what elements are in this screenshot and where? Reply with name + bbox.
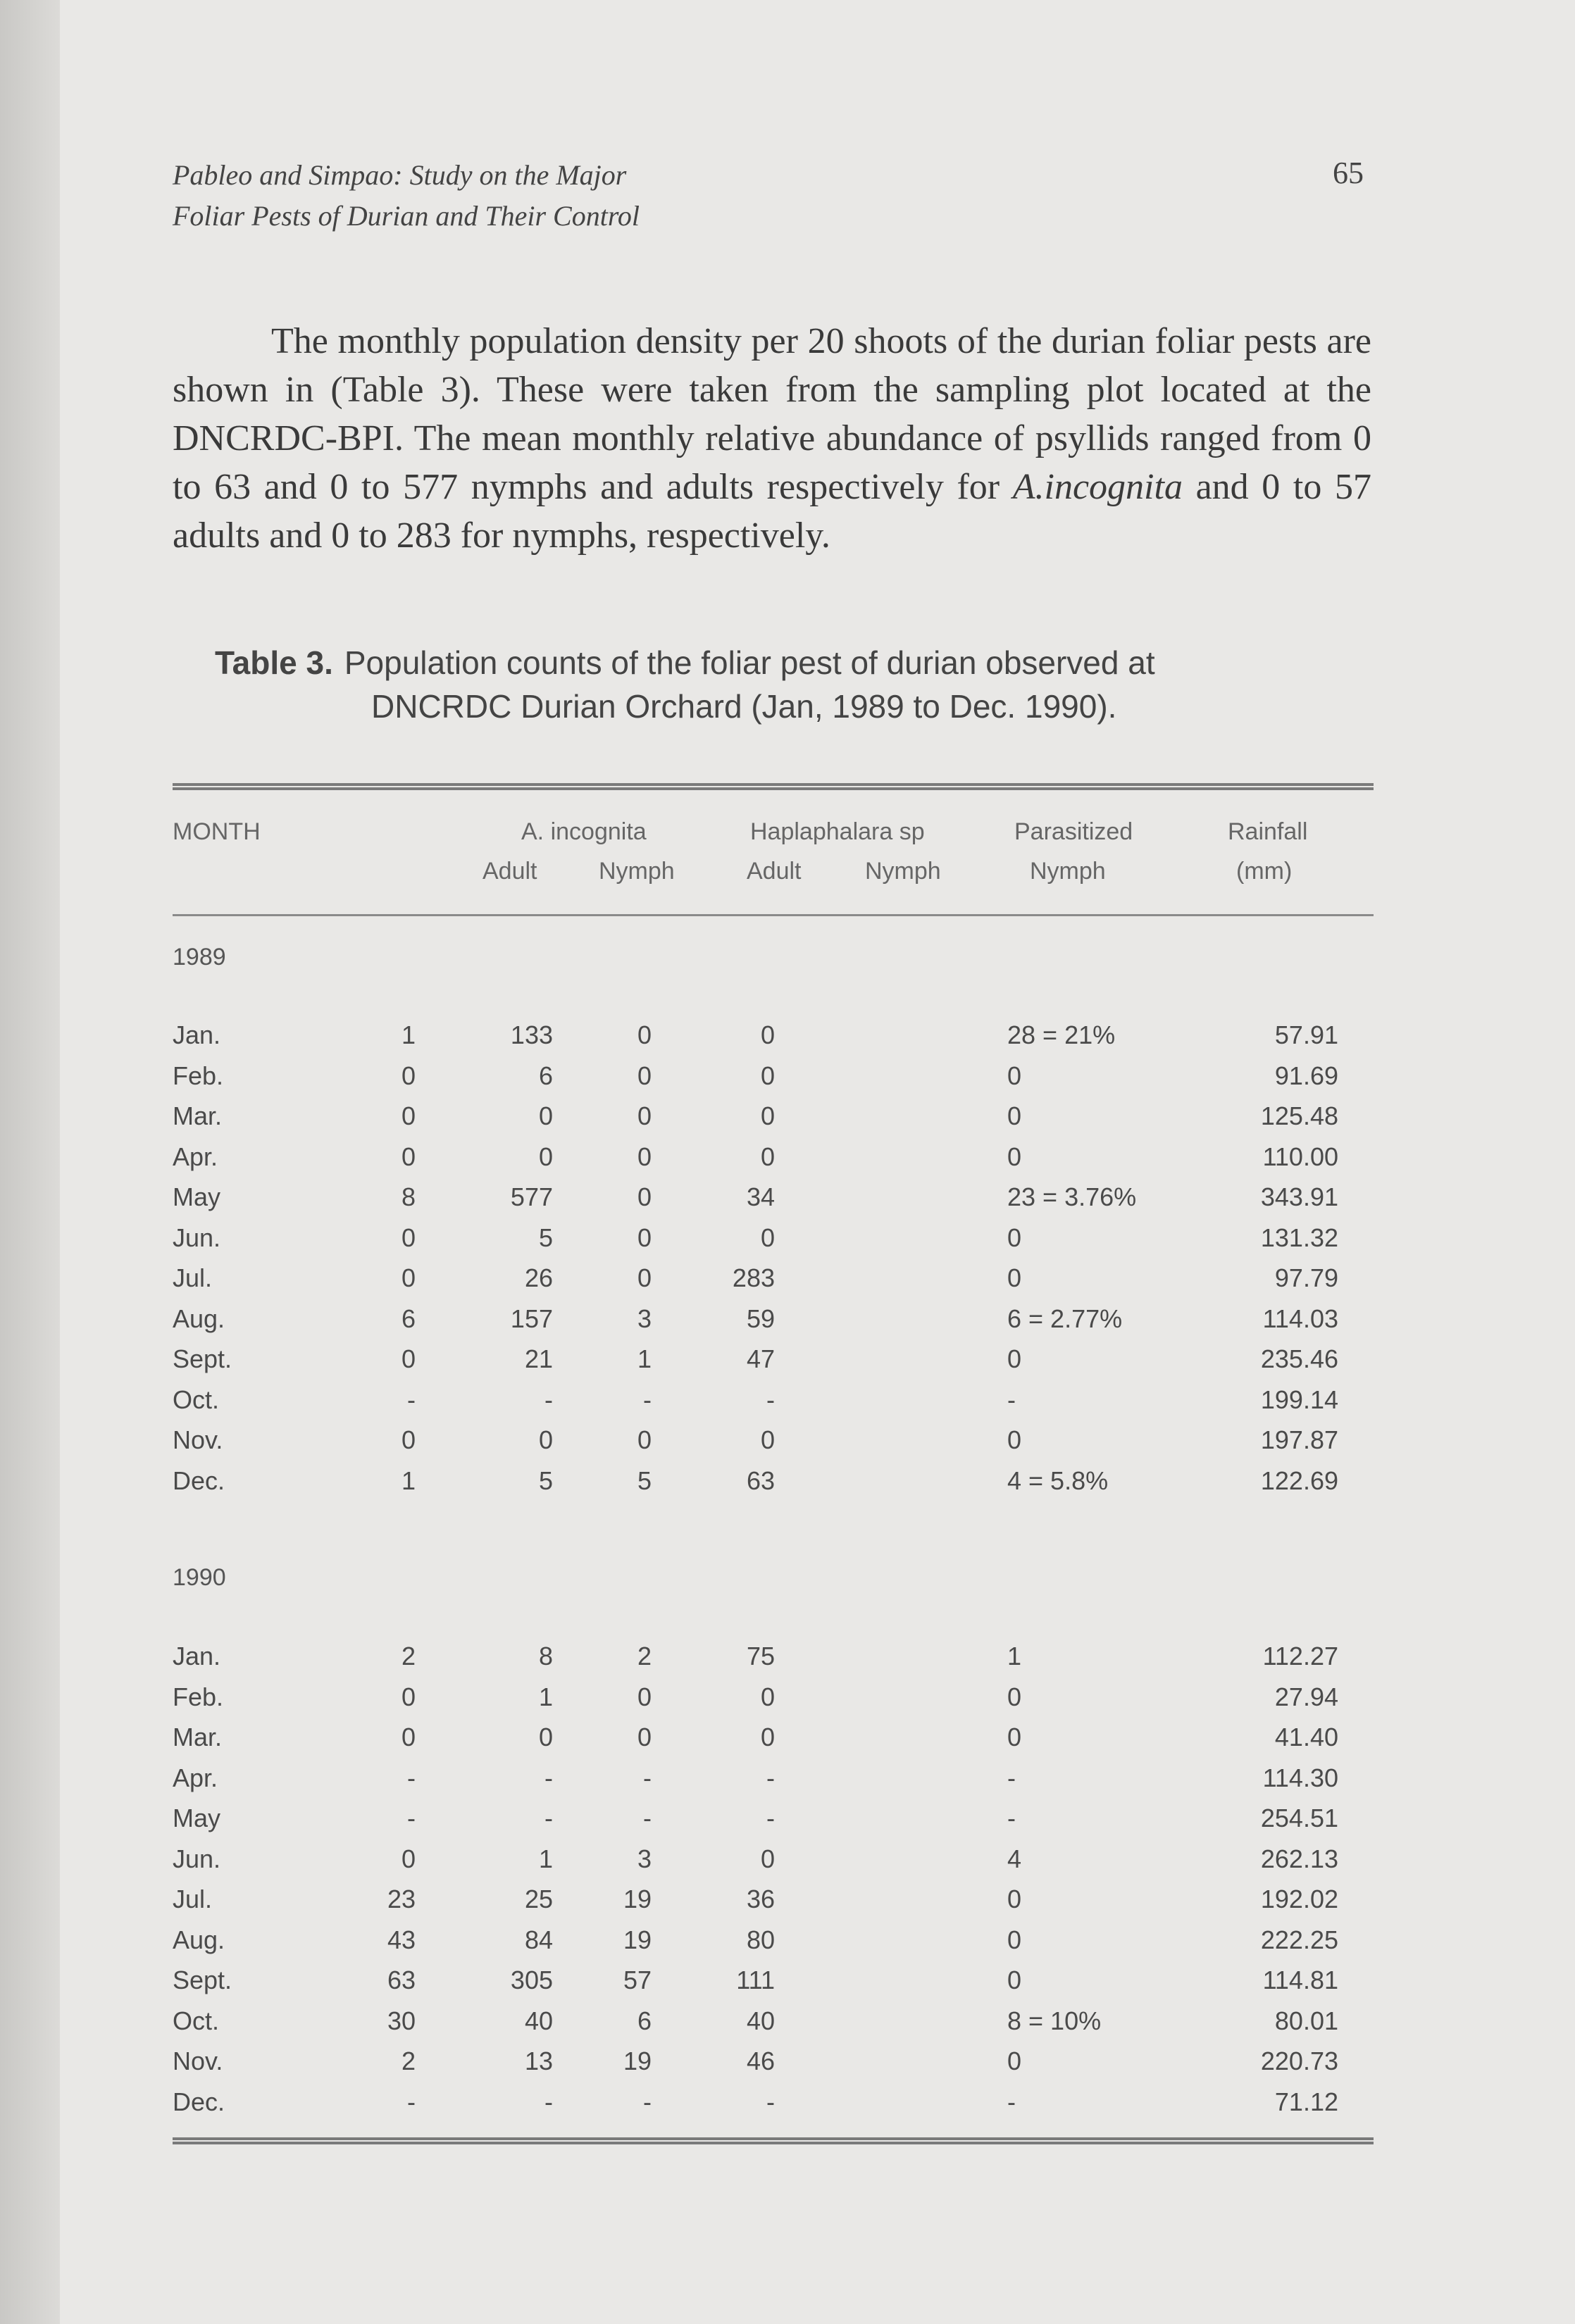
cell-haplaphalara-adult: 0 [637, 1723, 652, 1751]
cell-rainfall: 91.69 [1274, 1061, 1338, 1090]
cell-a-incognita-adult: 2 [401, 1642, 416, 1670]
cell-haplaphalara-nymph: 283 [732, 1263, 775, 1292]
cell-haplaphalara-adult: 19 [623, 2047, 652, 2075]
cell-haplaphalara-adult: 3 [637, 1304, 652, 1333]
header-line-1: Pableo and Simpao: Study on the Major [173, 159, 627, 191]
cell-haplaphalara-adult: 1 [637, 1344, 652, 1373]
cell-haplaphalara-nymph: - [766, 1804, 775, 1832]
table-row [173, 1804, 1374, 1843]
table-row [173, 2006, 1374, 2046]
cell-haplaphalara-nymph: 0 [760, 1223, 775, 1252]
header-mm: (mm) [1236, 858, 1293, 885]
header-nymph: Nymph [599, 858, 675, 885]
table-row [173, 1885, 1374, 1924]
table-row [173, 1723, 1374, 1762]
cell-a-incognita-nymph: 5 [538, 1466, 553, 1495]
table-header-rule [173, 914, 1374, 916]
header-month: MONTH [173, 818, 261, 845]
cell-a-incognita-nymph: 21 [524, 1344, 553, 1373]
cell-a-incognita-nymph: 0 [538, 1101, 553, 1130]
cell-month: Sept. [173, 1344, 232, 1373]
cell-a-incognita-nymph: 6 [538, 1061, 553, 1090]
cell-parasitized-nymph: 0 [1007, 1966, 1022, 1994]
cell-haplaphalara-nymph: 59 [746, 1304, 775, 1333]
cell-rainfall: 254.51 [1260, 1804, 1338, 1832]
cell-a-incognita-nymph: 25 [524, 1885, 553, 1913]
cell-month: Dec. [173, 2087, 225, 2116]
cell-haplaphalara-nymph: - [766, 1385, 775, 1414]
cell-parasitized-nymph: 0 [1007, 1101, 1022, 1130]
table-row [173, 1061, 1374, 1101]
cell-month: Jul. [173, 1885, 213, 1913]
cell-a-incognita-nymph: 40 [524, 2006, 553, 2035]
cell-rainfall: 27.94 [1274, 1682, 1338, 1711]
cell-a-incognita-nymph: 133 [510, 1020, 553, 1049]
header-rainfall: Rainfall [1228, 818, 1308, 845]
cell-rainfall: 222.25 [1260, 1925, 1338, 1954]
header-parasitized: Parasitized [1014, 818, 1133, 845]
cell-month: Oct. [173, 1385, 220, 1414]
cell-a-incognita-nymph: 0 [538, 1142, 553, 1171]
table-row [173, 1263, 1374, 1303]
cell-month: Feb. [173, 1682, 224, 1711]
header-haplaphalara: Haplaphalara sp [750, 818, 925, 845]
cell-a-incognita-adult: 0 [401, 1682, 416, 1711]
cell-haplaphalara-nymph: 0 [760, 1101, 775, 1130]
cell-rainfall: 80.01 [1274, 2006, 1338, 2035]
cell-parasitized-nymph: - [1007, 1385, 1016, 1414]
cell-haplaphalara-adult: - [643, 2087, 652, 2116]
table-row [173, 1020, 1374, 1060]
cell-a-incognita-nymph: 13 [524, 2047, 553, 2075]
running-header [173, 155, 1370, 237]
table-label: Table 3. [215, 644, 333, 681]
cell-a-incognita-nymph: - [544, 1804, 553, 1832]
table-row [173, 1966, 1374, 2005]
cell-month: Jan. [173, 1642, 221, 1670]
cell-month: Jun. [173, 1844, 221, 1873]
cell-parasitized-nymph: 0 [1007, 1723, 1022, 1751]
table-row [173, 1763, 1374, 1803]
header-line-2: Foliar Pests of Durian and Their Control [173, 200, 640, 232]
cell-haplaphalara-adult: 0 [637, 1182, 652, 1211]
caption-line-2: DNCRDC Durian Orchard (Jan, 1989 to Dec. 1990). [371, 688, 1117, 725]
cell-parasitized-nymph: - [1007, 2087, 1016, 2116]
header-adult: Adult [483, 858, 537, 885]
cell-month: Jul. [173, 1263, 213, 1292]
cell-haplaphalara-adult: 19 [623, 1925, 652, 1954]
cell-rainfall: 125.48 [1260, 1101, 1338, 1130]
cell-a-incognita-nymph: 0 [538, 1723, 553, 1751]
cell-haplaphalara-nymph: 34 [746, 1182, 775, 1211]
cell-haplaphalara-adult: 0 [637, 1682, 652, 1711]
cell-a-incognita-adult: 0 [401, 1263, 416, 1292]
cell-rainfall: 114.30 [1262, 1763, 1338, 1792]
cell-haplaphalara-nymph: 80 [746, 1925, 775, 1954]
cell-a-incognita-nymph: 577 [510, 1182, 553, 1211]
header-a-incognita: A. incognita [521, 818, 647, 845]
cell-haplaphalara-nymph: 0 [760, 1142, 775, 1171]
year-label-1990: 1990 [173, 1564, 226, 1591]
cell-parasitized-nymph: 0 [1007, 1263, 1022, 1292]
cell-a-incognita-nymph: 157 [510, 1304, 553, 1333]
cell-rainfall: 110.00 [1262, 1142, 1338, 1171]
paragraph-text-1: The monthly population density per 20 shoots of the durian foliar pests are shown in (Table 3). These were taken from the sampling plot located at the DNCRDC-BPI. The mean monthly relative abundance of psyllids ranged from 0 to 63 and 0 to 577 nymphs and adults respectively for [173, 321, 1371, 507]
cell-a-incognita-adult: 0 [401, 1142, 416, 1171]
cell-month: May [173, 1804, 221, 1832]
cell-haplaphalara-adult: 0 [637, 1142, 652, 1171]
cell-a-incognita-adult: 1 [401, 1466, 416, 1495]
cell-a-incognita-adult: 30 [387, 2006, 416, 2035]
cell-a-incognita-adult: - [407, 1763, 416, 1792]
cell-rainfall: 114.81 [1262, 1966, 1338, 1994]
cell-haplaphalara-nymph: 0 [760, 1020, 775, 1049]
cell-month: May [173, 1182, 221, 1211]
cell-rainfall: 262.13 [1260, 1844, 1338, 1873]
cell-a-incognita-adult: 1 [401, 1020, 416, 1049]
cell-rainfall: 122.69 [1260, 1466, 1338, 1495]
cell-haplaphalara-nymph: - [766, 1763, 775, 1792]
header-nymph-3: Nymph [1030, 858, 1106, 885]
cell-parasitized-nymph: 0 [1007, 1344, 1022, 1373]
cell-month: Aug. [173, 1304, 225, 1333]
cell-month: Nov. [173, 2047, 223, 2075]
cell-haplaphalara-adult: - [643, 1763, 652, 1792]
cell-haplaphalara-nymph: 46 [746, 2047, 775, 2075]
cell-a-incognita-adult: 8 [401, 1182, 416, 1211]
table-row [173, 1182, 1374, 1222]
cell-parasitized-nymph: 0 [1007, 1925, 1022, 1954]
table-row [173, 1466, 1374, 1506]
cell-rainfall: 41.40 [1274, 1723, 1338, 1751]
cell-a-incognita-nymph: 0 [538, 1425, 553, 1454]
table-row [173, 1682, 1374, 1722]
cell-a-incognita-adult: - [407, 1385, 416, 1414]
cell-parasitized-nymph: 23 = 3.76% [1007, 1182, 1137, 1211]
cell-a-incognita-nymph: - [544, 1763, 553, 1792]
cell-parasitized-nymph: 1 [1007, 1642, 1022, 1670]
cell-a-incognita-adult: - [407, 2087, 416, 2116]
cell-a-incognita-adult: 0 [401, 1061, 416, 1090]
cell-rainfall: 112.27 [1262, 1642, 1338, 1670]
table-caption [215, 641, 1370, 728]
cell-haplaphalara-nymph: 0 [760, 1844, 775, 1873]
cell-parasitized-nymph: 0 [1007, 1425, 1022, 1454]
cell-a-incognita-nymph: 26 [524, 1263, 553, 1292]
cell-a-incognita-adult: 0 [401, 1101, 416, 1130]
cell-a-incognita-nymph: 1 [538, 1844, 553, 1873]
cell-rainfall: 131.32 [1260, 1223, 1338, 1252]
table-row [173, 1223, 1374, 1263]
cell-haplaphalara-adult: - [643, 1804, 652, 1832]
page-edge-shadow [0, 0, 60, 2324]
cell-parasitized-nymph: 4 [1007, 1844, 1022, 1873]
cell-haplaphalara-adult: 5 [637, 1466, 652, 1495]
cell-a-incognita-adult: 63 [387, 1966, 416, 1994]
cell-haplaphalara-nymph: 111 [736, 1966, 775, 1994]
cell-parasitized-nymph: 0 [1007, 2047, 1022, 2075]
table-bottom-rule [173, 2137, 1374, 2144]
cell-parasitized-nymph: - [1007, 1804, 1016, 1832]
cell-haplaphalara-adult: 0 [637, 1263, 652, 1292]
cell-haplaphalara-nymph: 63 [746, 1466, 775, 1495]
cell-haplaphalara-adult: 0 [637, 1425, 652, 1454]
table-row [173, 1304, 1374, 1344]
cell-rainfall: 71.12 [1274, 2087, 1338, 2116]
cell-a-incognita-adult: 23 [387, 1885, 416, 1913]
table-row [173, 1101, 1374, 1141]
cell-month: Sept. [173, 1966, 232, 1994]
caption-line-1: Population counts of the foliar pest of durian observed at [344, 644, 1155, 681]
table-row [173, 1344, 1374, 1384]
cell-rainfall: 199.14 [1260, 1385, 1338, 1414]
cell-haplaphalara-nymph: 0 [760, 1425, 775, 1454]
header-nymph-2: Nymph [865, 858, 941, 885]
cell-month: Dec. [173, 1466, 225, 1495]
cell-a-incognita-nymph: 84 [524, 1925, 553, 1954]
cell-haplaphalara-adult: - [643, 1385, 652, 1414]
cell-a-incognita-nymph: 1 [538, 1682, 553, 1711]
cell-rainfall: 114.03 [1262, 1304, 1338, 1333]
cell-a-incognita-nymph: 5 [538, 1223, 553, 1252]
cell-parasitized-nymph: 0 [1007, 1142, 1022, 1171]
cell-parasitized-nymph: 4 = 5.8% [1007, 1466, 1109, 1495]
cell-a-incognita-adult: - [407, 1804, 416, 1832]
cell-haplaphalara-adult: 0 [637, 1223, 652, 1252]
cell-haplaphalara-adult: 57 [623, 1966, 652, 1994]
cell-haplaphalara-nymph: 0 [760, 1061, 775, 1090]
cell-a-incognita-adult: 0 [401, 1223, 416, 1252]
cell-a-incognita-nymph: 8 [538, 1642, 553, 1670]
cell-a-incognita-adult: 0 [401, 1344, 416, 1373]
cell-haplaphalara-nymph: 47 [746, 1344, 775, 1373]
cell-a-incognita-adult: 0 [401, 1844, 416, 1873]
paragraph-text-2: and 0 to 57 adults and 0 to 283 for nymphs, respectively. [173, 467, 1372, 556]
cell-haplaphalara-nymph: 0 [760, 1682, 775, 1711]
cell-parasitized-nymph: 0 [1007, 1682, 1022, 1711]
table-body [173, 944, 1374, 2127]
cell-parasitized-nymph: - [1007, 1763, 1016, 1792]
cell-rainfall: 97.79 [1274, 1263, 1338, 1292]
cell-a-incognita-adult: 6 [401, 1304, 416, 1333]
cell-month: Feb. [173, 1061, 224, 1090]
cell-month: Jun. [173, 1223, 221, 1252]
table-row [173, 1642, 1374, 1681]
cell-month: Jan. [173, 1020, 221, 1049]
body-paragraph [173, 317, 1371, 560]
cell-haplaphalara-adult: 0 [637, 1101, 652, 1130]
cell-parasitized-nymph: 28 = 21% [1007, 1020, 1116, 1049]
cell-parasitized-nymph: 0 [1007, 1223, 1022, 1252]
table-row [173, 1844, 1374, 1884]
cell-haplaphalara-adult: 2 [637, 1642, 652, 1670]
cell-a-incognita-adult: 0 [401, 1425, 416, 1454]
cell-a-incognita-nymph: - [544, 2087, 553, 2116]
cell-haplaphalara-nymph: 36 [746, 1885, 775, 1913]
year-label-1989: 1989 [173, 944, 226, 970]
cell-haplaphalara-adult: 3 [637, 1844, 652, 1873]
cell-rainfall: 220.73 [1260, 2047, 1338, 2075]
cell-parasitized-nymph: 0 [1007, 1885, 1022, 1913]
cell-a-incognita-nymph: 305 [510, 1966, 553, 1994]
table-row [173, 1385, 1374, 1425]
cell-rainfall: 197.87 [1260, 1425, 1338, 1454]
cell-month: Nov. [173, 1425, 223, 1454]
cell-haplaphalara-adult: 0 [637, 1020, 652, 1049]
table-header [173, 817, 1374, 894]
cell-rainfall: 235.46 [1260, 1344, 1338, 1373]
cell-haplaphalara-adult: 19 [623, 1885, 652, 1913]
cell-parasitized-nymph: 0 [1007, 1061, 1022, 1090]
cell-parasitized-nymph: 6 = 2.77% [1007, 1304, 1123, 1333]
cell-a-incognita-adult: 2 [401, 2047, 416, 2075]
cell-haplaphalara-nymph: 0 [760, 1723, 775, 1751]
table-row [173, 1925, 1374, 1965]
cell-a-incognita-adult: 0 [401, 1723, 416, 1751]
cell-rainfall: 192.02 [1260, 1885, 1338, 1913]
cell-month: Apr. [173, 1142, 218, 1171]
table-row [173, 2087, 1374, 2127]
cell-month: Apr. [173, 1763, 218, 1792]
cell-month: Mar. [173, 1723, 223, 1751]
cell-a-incognita-adult: 43 [387, 1925, 416, 1954]
cell-rainfall: 343.91 [1260, 1182, 1338, 1211]
cell-rainfall: 57.91 [1274, 1020, 1338, 1049]
table-top-rule [173, 783, 1374, 790]
header-adult-2: Adult [747, 858, 802, 885]
cell-haplaphalara-adult: 0 [637, 1061, 652, 1090]
cell-haplaphalara-nymph: 40 [746, 2006, 775, 2035]
table-row [173, 2047, 1374, 2086]
cell-haplaphalara-nymph: - [766, 2087, 775, 2116]
table-row [173, 1142, 1374, 1182]
cell-haplaphalara-adult: 6 [637, 2006, 652, 2035]
species-name: A.incognita [1012, 467, 1183, 507]
cell-haplaphalara-nymph: 75 [746, 1642, 775, 1670]
cell-month: Mar. [173, 1101, 223, 1130]
cell-month: Oct. [173, 2006, 220, 2035]
paragraph [173, 317, 1371, 560]
cell-parasitized-nymph: 8 = 10% [1007, 2006, 1102, 2035]
cell-a-incognita-nymph: - [544, 1385, 553, 1414]
table-row [173, 1425, 1374, 1465]
cell-month: Aug. [173, 1925, 225, 1954]
page-number: 65 [1333, 156, 1364, 190]
